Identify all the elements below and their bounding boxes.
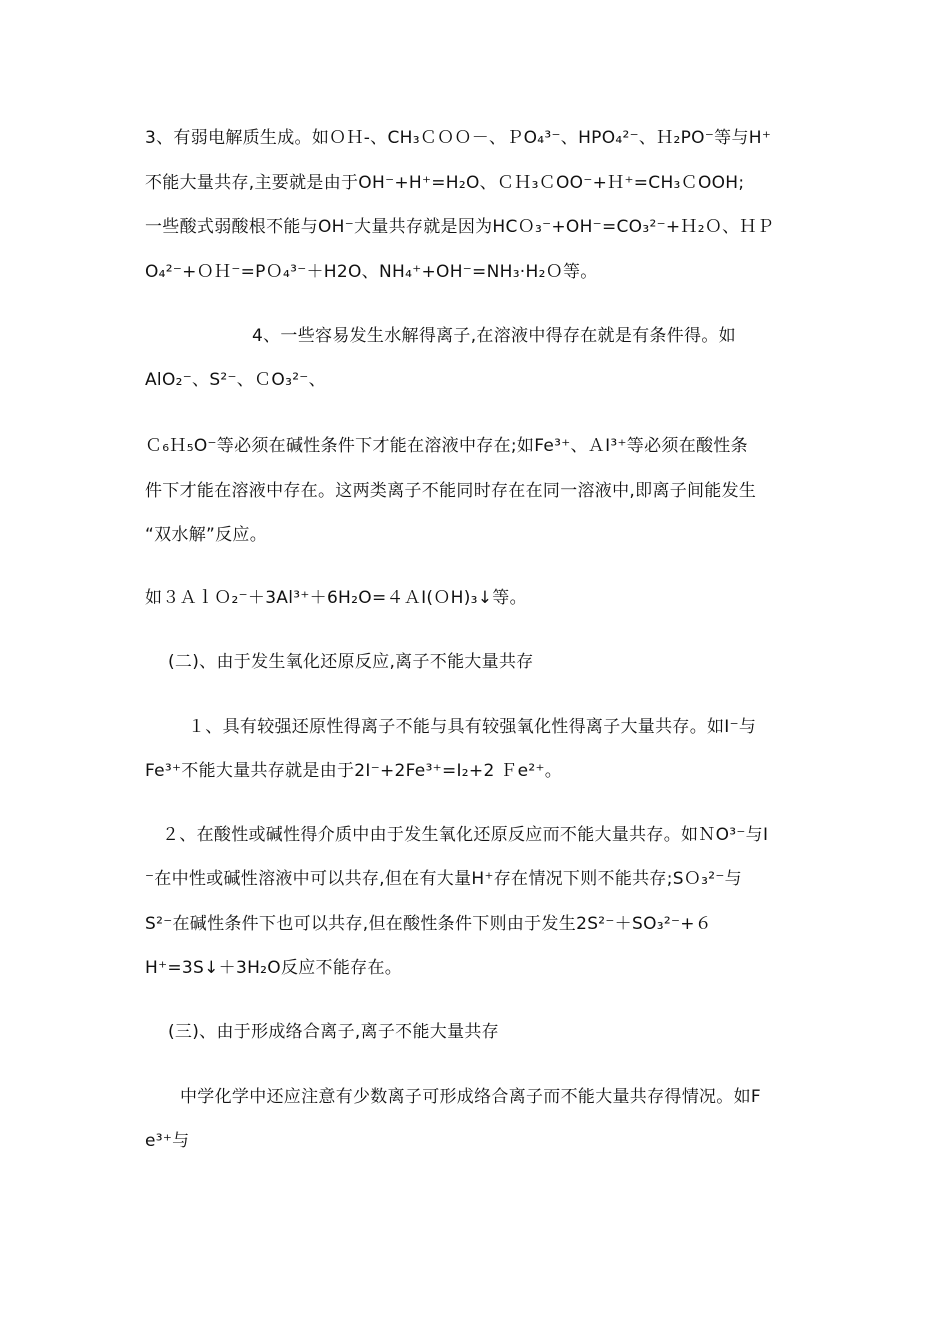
paragraph-redox-2-line-2: ⁻在中性或碱性溶液中可以共存,但在有大量H⁺存在情况下则不能共存;SＯ₃²⁻与 [145,869,742,889]
paragraph-3-line-4: O₄²⁻+ＯＨ⁻=PＯ₄³⁻＋H2O、NH₄⁺+OH⁻=NH₃·H₂Ｏ等。 [145,262,598,282]
paragraph-3-line-2: 不能大量共存,主要就是由于OH⁻+H⁺=H₂O、ＣＨ₃ＣOO⁻+Ｈ⁺=CH₃ＣOOH; [145,173,745,193]
paragraph-redox-2-line-4: H⁺=3S↓＋3H₂O反应不能存在。 [145,958,403,978]
paragraph-redox-1-line-2: Fe³⁺不能大量共存就是由于2I⁻+2Fe³⁺=I₂+2 Ｆe²⁺。 [145,761,563,781]
paragraph-4-line-5: “双水解”反应。 [145,525,268,545]
section-heading-2: (二)、由于发生氧化还原反应,离子不能大量共存 [168,652,534,672]
paragraph-4-line-4: 件下才能在溶液中存在。这两类离子不能同时存在在同一溶液中,即离子间能发生 [145,481,757,501]
paragraph-4-line-1: 4、一些容易发生水解得离子,在溶液中得存在就是有条件得。如 [252,326,736,346]
paragraph-4-line-3: Ｃ₆Ｈ₅O⁻等必须在碱性条件下才能在溶液中存在;如Fe³⁺、ＡI³⁺等必须在酸性条 [145,436,748,456]
paragraph-3-line-1: 3、有弱电解质生成。如ＯＨ-、CH₃ＣＯＯ－、ＰO₄³⁻、HPO₄²⁻、Ｈ₂PO⁻等与H⁺ [145,128,772,148]
paragraph-redox-1-line-1: １、具有较强还原性得离子不能与具有较强氧化性得离子大量共存。如I⁻与 [188,717,757,737]
paragraph-redox-2-line-1: ２、在酸性或碱性得介质中由于发生氧化还原反应而不能大量共存。如ＮO³⁻与I [162,825,769,845]
section-heading-3: (三)、由于形成络合离子,离子不能大量共存 [168,1022,499,1042]
example-equation-line: 如３ＡｌＯ₂⁻＋3Al³⁺＋6H₂O=４ＡI(ＯH)₃↓等。 [145,588,527,608]
paragraph-3-line-3: 一些酸式弱酸根不能与OH⁻大量共存就是因为HCＯ₃⁻+OH⁻=CO₃²⁻+Ｈ₂Ｏ、ＨＰ [145,217,775,237]
paragraph-complex-line-2: e³⁺与 [145,1131,190,1151]
paragraph-4-line-2: AlO₂⁻、S²⁻、ＣO₃²⁻、 [145,370,326,390]
paragraph-redox-2-line-3: S²⁻在碱性条件下也可以共存,但在酸性条件下则由于发生2S²⁻＋SO₃²⁻+６ [145,914,713,934]
paragraph-complex-line-1: 中学化学中还应注意有少数离子可形成络合离子而不能大量共存得情况。如F [180,1087,761,1107]
